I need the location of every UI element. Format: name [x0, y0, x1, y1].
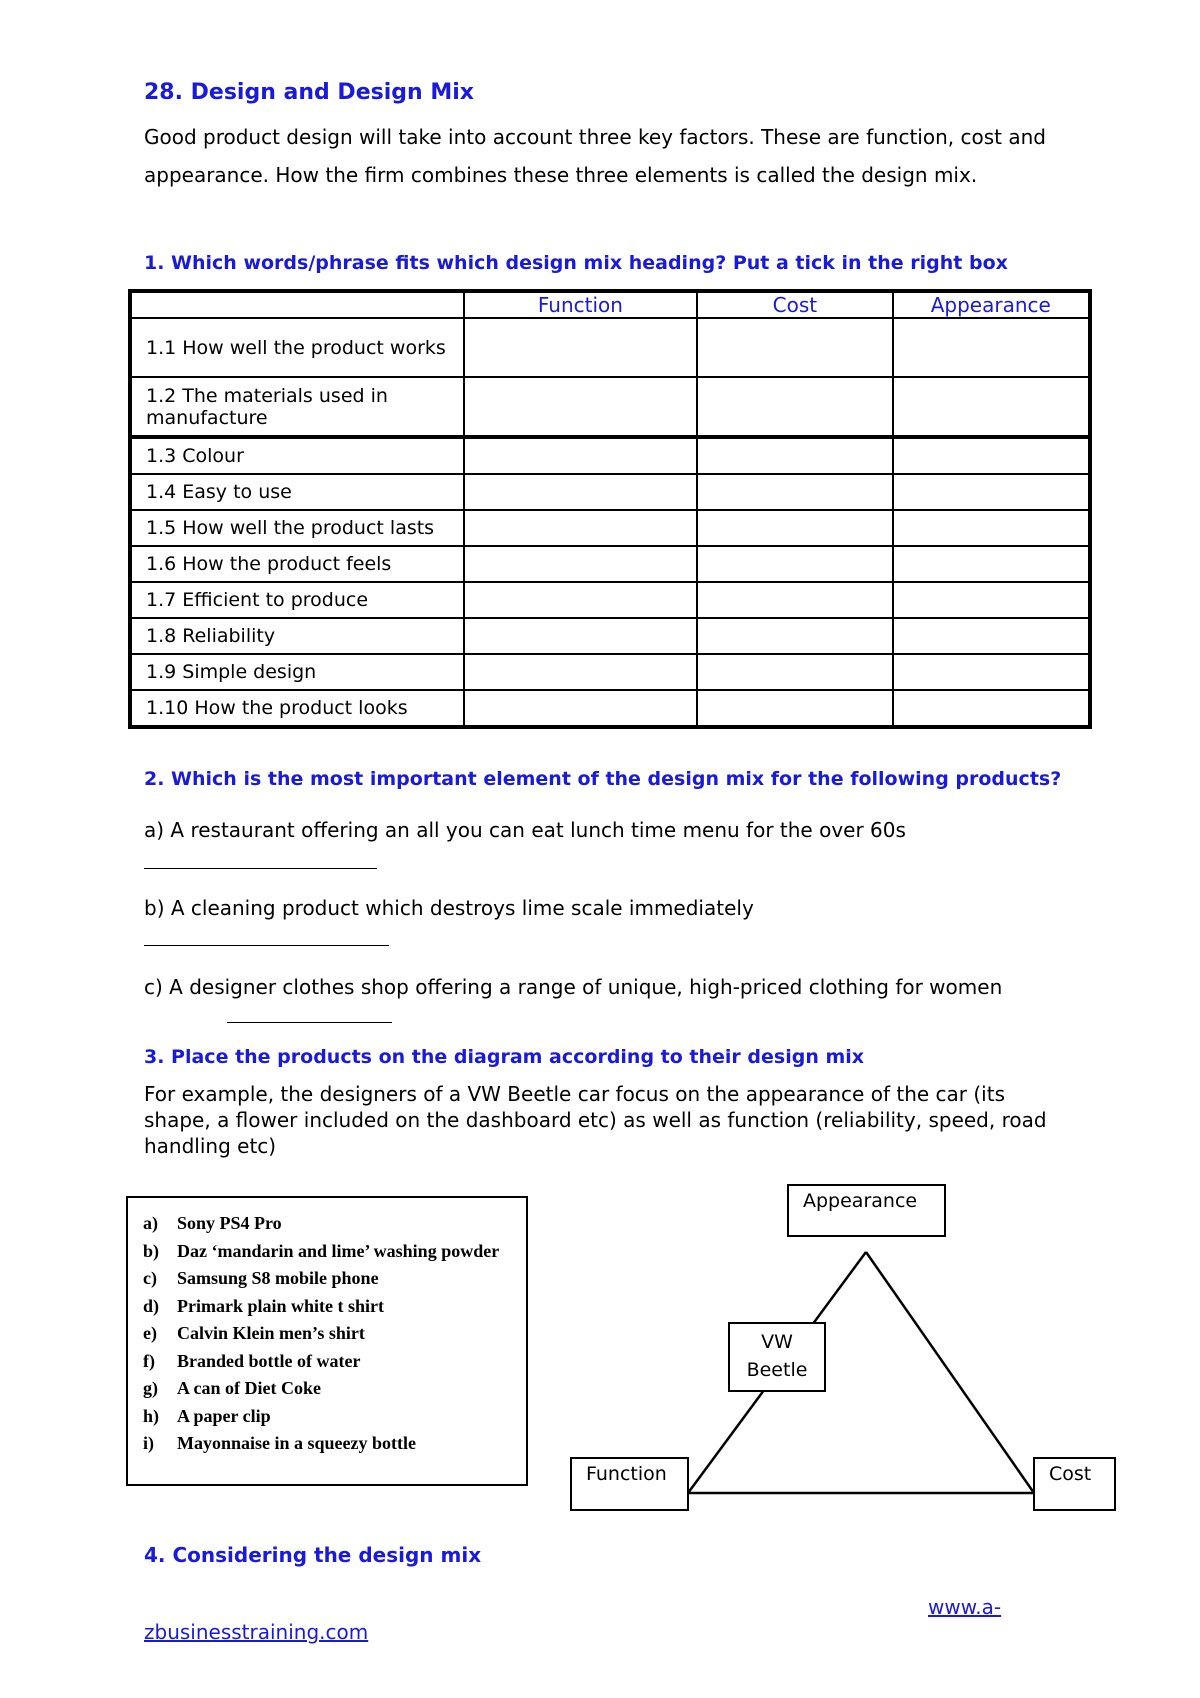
table-header-appearance: Appearance — [893, 291, 1090, 318]
row-label: 1.8 Reliability — [130, 618, 464, 654]
row-label: 1.10 How the product looks — [130, 690, 464, 727]
list-item-name: Calvin Klein men’s shirt — [177, 1323, 365, 1343]
list-item-name: Primark plain white t shirt — [177, 1295, 384, 1316]
node-cost: Cost — [1033, 1457, 1116, 1511]
question-2c: c) A designer clothes shop offering a range of unique, high-priced clothing for women — [144, 975, 1003, 999]
table-header-cost: Cost — [697, 291, 892, 318]
row-label: 1.5 How well the product lasts — [130, 510, 464, 546]
list-item-letter: g) — [143, 1378, 158, 1398]
row-label: 1.7 Efficient to produce — [130, 582, 464, 618]
footer-link-part-2[interactable]: zbusinesstraining.com — [144, 1620, 369, 1644]
list-item-letter: b) — [143, 1240, 160, 1261]
row-label: 1.3 Colour — [130, 437, 464, 474]
list-item-letter: e) — [143, 1323, 157, 1343]
list-item-name: Branded bottle of water — [177, 1350, 361, 1371]
question-4-title: 4. Considering the design mix — [144, 1543, 482, 1567]
list-item-letter: h) — [143, 1405, 160, 1426]
vw-beetle-line-2: Beetle — [746, 1359, 808, 1381]
row-label: 1.1 How well the product works — [130, 318, 464, 377]
list-item-name: A paper clip — [177, 1405, 271, 1426]
row-label: 1.6 How the product feels — [130, 546, 464, 582]
list-item-name: Daz ‘mandarin and lime’ washing powder — [177, 1240, 500, 1261]
vw-beetle-line-1: VW — [761, 1331, 793, 1353]
list-item-letter: i) — [143, 1433, 154, 1453]
question-3-title: 3. Place the products on the diagram according to their design mix — [144, 1046, 865, 1068]
list-item-letter: c) — [143, 1268, 157, 1288]
footer-link-part-1[interactable]: www.a- — [928, 1595, 1002, 1619]
row-label: 1.4 Easy to use — [130, 474, 464, 510]
list-item-letter: d) — [143, 1295, 160, 1316]
table-header-function: Function — [464, 291, 697, 318]
list-item-letter: f) — [143, 1350, 155, 1371]
triangle-right-edge — [866, 1252, 1034, 1493]
question-1-title: 1. Which words/phrase fits which design mix heading? Put a tick in the right box — [144, 252, 1008, 274]
question-3-text: For example, the designers of a VW Beetle car focus on the appearance of the car (its shape, a flower included on the dashboard etc) as well as function (reliability, speed, road handling etc) — [144, 1082, 1047, 1158]
page-title: 28. Design and Design Mix — [144, 80, 474, 105]
question-2a: a) A restaurant offering an all you can eat lunch time menu for the over 60s — [144, 818, 906, 842]
list-item-name: A can of Diet Coke — [177, 1378, 321, 1398]
question-2b: b) A cleaning product which destroys lime scale immediately — [144, 896, 754, 920]
list-item-name: Sony PS4 Pro — [177, 1213, 282, 1233]
node-appearance: Appearance — [787, 1184, 946, 1237]
list-item-name: Mayonnaise in a squeezy bottle — [177, 1433, 417, 1453]
intro-paragraph: Good product design will take into account three key factors. These are function, cost and appearance. How the firm combines these three elements is called the design mix. — [144, 125, 1046, 187]
row-label: 1.9 Simple design — [130, 654, 464, 690]
list-item-letter: a) — [143, 1213, 158, 1233]
node-function: Function — [570, 1457, 689, 1511]
row-label: 1.2 The materials used in manufacture — [130, 377, 464, 437]
question-2-title: 2. Which is the most important element of the design mix for the following products? — [144, 768, 1062, 790]
node-vw-beetle[interactable] — [728, 1322, 826, 1392]
list-item-name: Samsung S8 mobile phone — [177, 1268, 379, 1288]
